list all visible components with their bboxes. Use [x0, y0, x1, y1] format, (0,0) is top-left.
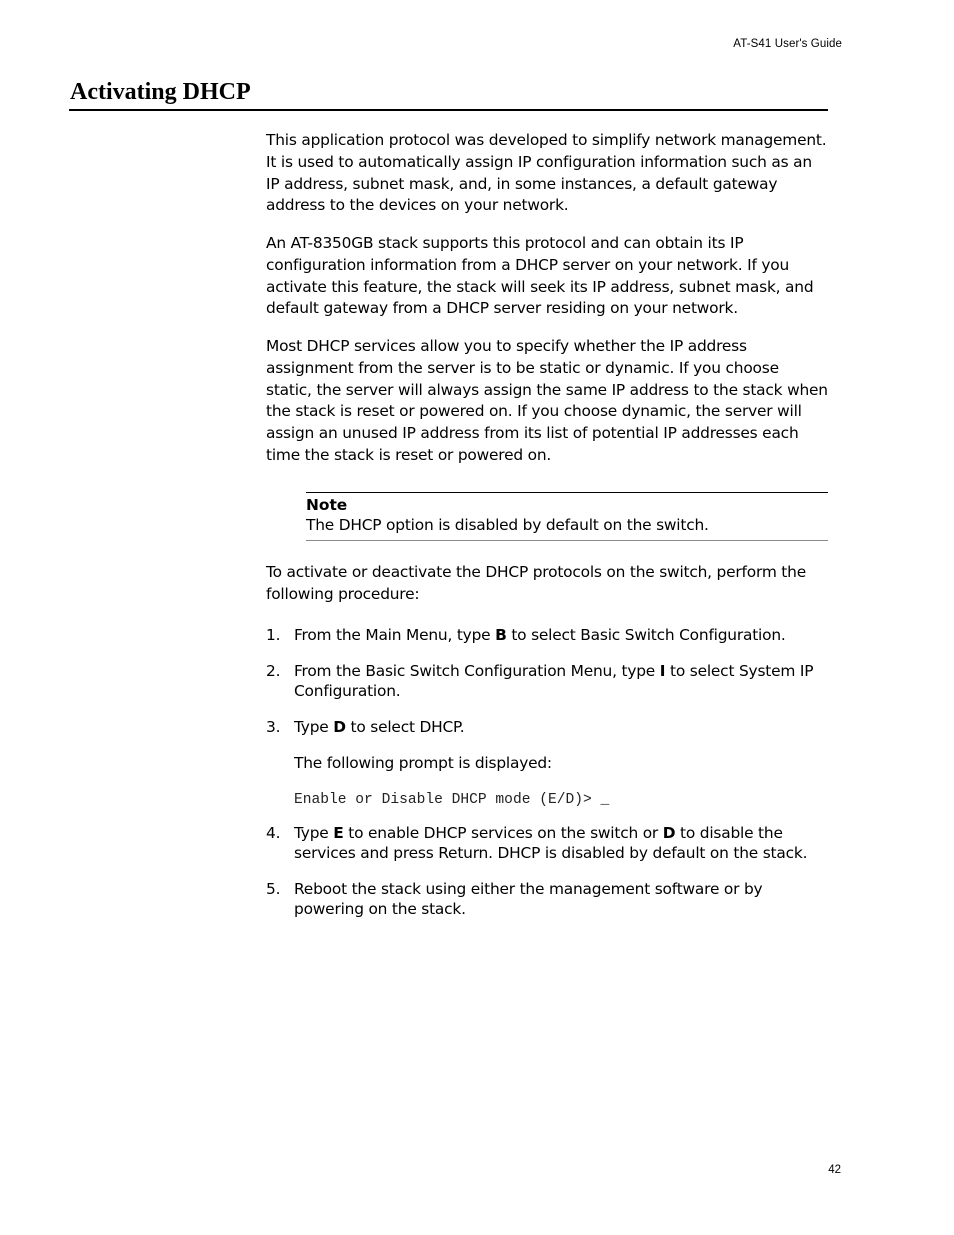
step-key: E: [333, 824, 344, 842]
step-text: Type E to enable DHCP services on the switch or D to disable the services and press Return. DHCP is disabled by default on the stack.: [294, 824, 808, 862]
dhcp-prompt-code: Enable or Disable DHCP mode (E/D)> _: [294, 792, 610, 808]
paragraph-intro: This application protocol was developed to simplify network management. It is used to automatically assign IP configuration information such as an IP address, subnet mask, and, in some instances, a default gateway address to the devices on your network.: [266, 131, 827, 215]
step-key: B: [495, 626, 507, 644]
running-header: AT-S41 User's Guide: [733, 38, 842, 50]
note-box: [306, 492, 828, 541]
step-number: 4.: [266, 824, 281, 842]
note-text: The DHCP option is disabled by default on the switch.: [306, 516, 709, 534]
step-number: 5.: [266, 880, 281, 898]
step-number: 1.: [266, 626, 281, 644]
prompt-intro: The following prompt is displayed:: [294, 754, 552, 772]
step-text: From the Main Menu, type B to select Basic Switch Configuration.: [294, 626, 786, 644]
paragraph-static-dynamic: Most DHCP services allow you to specify whether the IP address assignment from the server is to be static or dynamic. If you choose static, the server will always assign the same IP address to the stack when the stack is reset or powered on. If you choose dynamic, the server will assign an unused IP address from its list of potential IP addresses each time the stack is reset or powered on.: [266, 337, 828, 464]
step-key: D: [333, 718, 346, 736]
note-title: Note: [306, 496, 348, 514]
step-text: Reboot the stack using either the management software or by powering on the stack.: [294, 880, 763, 918]
step-key: I: [659, 662, 666, 680]
section-title: Activating DHCP: [70, 79, 251, 105]
step-number: 2.: [266, 662, 281, 680]
step-text: Type D to select DHCP.: [294, 718, 465, 736]
step-text: From the Basic Switch Configuration Menu, type I to select System IP Configuration.: [294, 662, 814, 700]
paragraph-stack-support: An AT-8350GB stack supports this protocol and can obtain its IP configuration information from a DHCP server on your network. If you activate this feature, the stack will seek its IP address, subnet mask, and default gateway from a DHCP server residing on your network.: [266, 234, 814, 318]
paragraph-procedure-intro: To activate or deactivate the DHCP protocols on the switch, perform the following procedure:: [266, 563, 806, 603]
title-rule: [69, 109, 828, 111]
page-number: 42: [828, 1164, 841, 1176]
step-number: 3.: [266, 718, 281, 736]
step-key: D: [662, 824, 676, 842]
